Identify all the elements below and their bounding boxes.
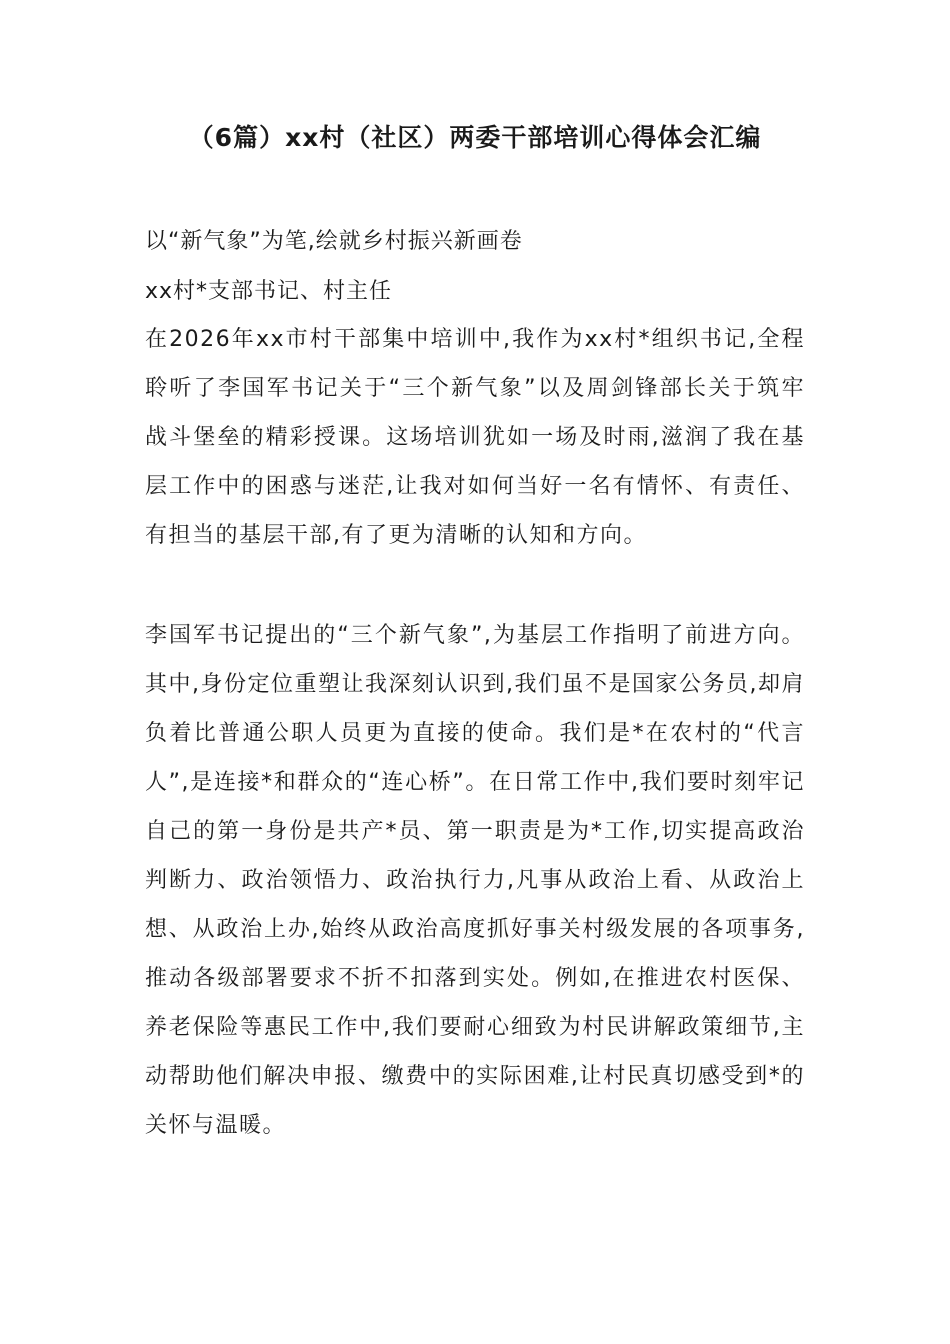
- paragraph: 在2026年xx市村干部集中培训中,我作为xx村*组织书记,全程聆听了李国军书记关于“三个新气象”以及周剑锋部长关于筑牢战斗堡垒的精彩授课。这场培训犹如一场及时雨,滋润了我在基层工作中的困惑与迷茫,让我对如何当好一名有情怀、有责任、有担当的基层干部,有了更为清晰的认知和方向。: [145, 327, 805, 548]
- article-author: xx村*支部书记、村主任: [145, 279, 393, 304]
- document-title: （6篇）xx村（社区）两委干部培训心得体会汇编: [188, 123, 762, 152]
- paragraph: 李国军书记提出的“三个新气象”,为基层工作指明了前进方向。其中,身份定位重塑让我深刻认识到,我们虽不是国家公务员,却肩负着比普通公职人员更为直接的使命。我们是*在农村的“代言人”,是连接*和群众的“连心桥”。在日常工作中,我们要时刻牢记自己的第一身份是共产*员、第一职责是为*工作,切实提高政治判断力、政治领悟力、政治执行力,凡事从政治上看、从政治上想、从政治上办,始终从政治高度抓好事关村级发展的各项事务,推动各级部署要求不折不扣落到实处。例如,在推进农村医保、养老保险等惠民工作中,我们要耐心细致为村民讲解政策细节,主动帮助他们解决申报、缴费中的实际困难,让村民真切感受到*的关怀与温暖。: [145, 623, 805, 1138]
- article-subtitle: 以“新气象”为笔,绘就乡村振兴新画卷: [145, 229, 523, 254]
